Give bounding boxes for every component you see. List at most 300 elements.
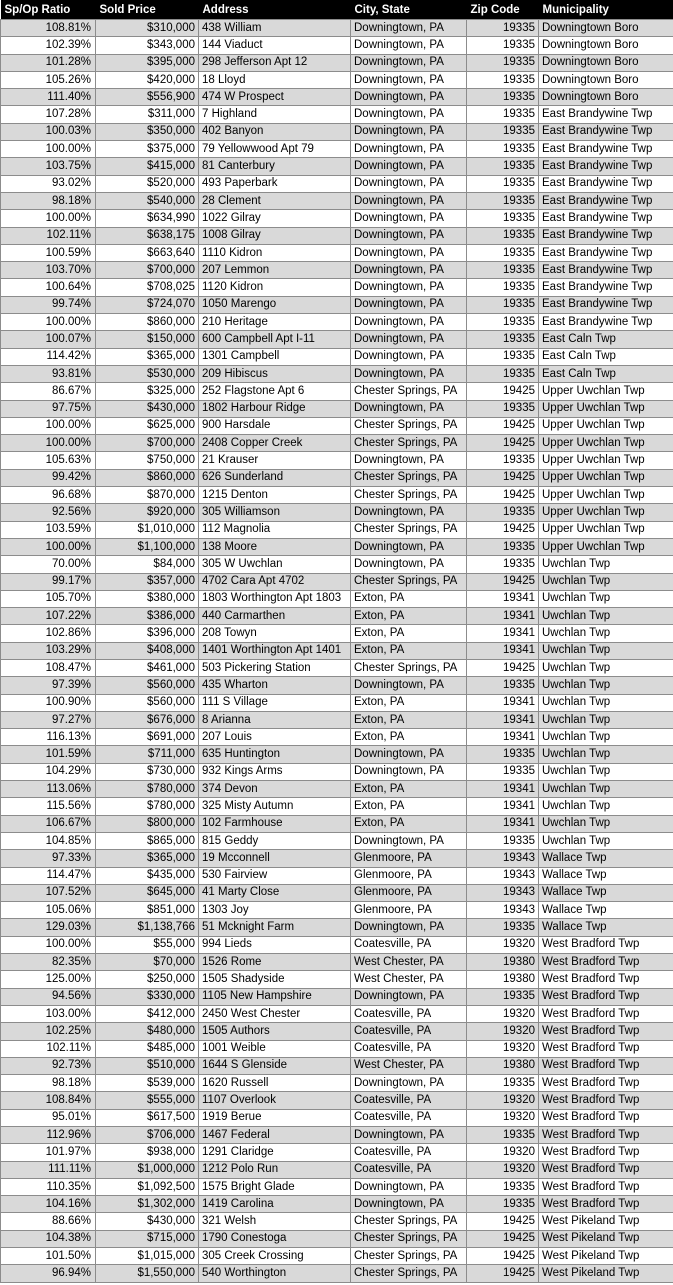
municipality-cell[interactable]: Upper Uwchlan Twp: [539, 521, 673, 538]
zip-code-cell[interactable]: 19343: [467, 884, 539, 901]
address-cell[interactable]: 8 Arianna: [199, 711, 351, 728]
municipality-cell[interactable]: East Brandywine Twp: [539, 279, 673, 296]
address-cell[interactable]: 994 Lieds: [199, 936, 351, 953]
sp-op-ratio-cell[interactable]: 108.81%: [1, 20, 96, 37]
zip-code-cell[interactable]: 19320: [467, 1040, 539, 1057]
zip-code-cell[interactable]: 19335: [467, 504, 539, 521]
municipality-cell[interactable]: West Bradford Twp: [539, 1109, 673, 1126]
table-row[interactable]: [1, 867, 673, 884]
address-cell[interactable]: 635 Huntington: [199, 746, 351, 763]
sold-price-cell[interactable]: $724,070: [96, 296, 199, 313]
city-state-cell[interactable]: Downingtown, PA: [351, 556, 467, 573]
table-row[interactable]: [1, 711, 673, 728]
city-state-cell[interactable]: Glenmoore, PA: [351, 867, 467, 884]
header-sp-op-ratio[interactable]: Sp/Op Ratio: [1, 0, 96, 20]
municipality-cell[interactable]: Uwchlan Twp: [539, 798, 673, 815]
zip-code-cell[interactable]: 19335: [467, 556, 539, 573]
sp-op-ratio-cell[interactable]: 97.75%: [1, 400, 96, 417]
city-state-cell[interactable]: Downingtown, PA: [351, 20, 467, 37]
sp-op-ratio-cell[interactable]: 113.06%: [1, 781, 96, 798]
sp-op-ratio-cell[interactable]: 99.17%: [1, 573, 96, 590]
table-row[interactable]: [1, 20, 673, 37]
sold-price-cell[interactable]: $715,000: [96, 1230, 199, 1247]
table-row[interactable]: [1, 504, 673, 521]
sold-price-cell[interactable]: $556,900: [96, 89, 199, 106]
sp-op-ratio-cell[interactable]: 125.00%: [1, 971, 96, 988]
sold-price-cell[interactable]: $365,000: [96, 348, 199, 365]
city-state-cell[interactable]: Downingtown, PA: [351, 919, 467, 936]
municipality-cell[interactable]: West Bradford Twp: [539, 1057, 673, 1074]
zip-code-cell[interactable]: 19380: [467, 1057, 539, 1074]
sp-op-ratio-cell[interactable]: 100.07%: [1, 331, 96, 348]
municipality-cell[interactable]: Uwchlan Twp: [539, 711, 673, 728]
municipality-cell[interactable]: Upper Uwchlan Twp: [539, 383, 673, 400]
municipality-cell[interactable]: East Brandywine Twp: [539, 158, 673, 175]
sold-price-cell[interactable]: $1,000,000: [96, 1161, 199, 1178]
zip-code-cell[interactable]: 19341: [467, 798, 539, 815]
table-row[interactable]: [1, 158, 673, 175]
sold-price-cell[interactable]: $860,000: [96, 314, 199, 331]
sp-op-ratio-cell[interactable]: 104.38%: [1, 1230, 96, 1247]
sold-price-cell[interactable]: $870,000: [96, 487, 199, 504]
address-cell[interactable]: 1803 Worthington Apt 1803: [199, 590, 351, 607]
sp-op-ratio-cell[interactable]: 93.81%: [1, 365, 96, 382]
municipality-cell[interactable]: Upper Uwchlan Twp: [539, 417, 673, 434]
municipality-cell[interactable]: West Bradford Twp: [539, 1196, 673, 1213]
address-cell[interactable]: 112 Magnolia: [199, 521, 351, 538]
table-row[interactable]: [1, 383, 673, 400]
zip-code-cell[interactable]: 19335: [467, 919, 539, 936]
address-cell[interactable]: 530 Fairview: [199, 867, 351, 884]
sp-op-ratio-cell[interactable]: 102.11%: [1, 1040, 96, 1057]
sold-price-cell[interactable]: $617,500: [96, 1109, 199, 1126]
municipality-cell[interactable]: Upper Uwchlan Twp: [539, 538, 673, 555]
municipality-cell[interactable]: West Bradford Twp: [539, 936, 673, 953]
address-cell[interactable]: 102 Farmhouse: [199, 815, 351, 832]
zip-code-cell[interactable]: 19425: [467, 521, 539, 538]
address-cell[interactable]: 1212 Polo Run: [199, 1161, 351, 1178]
city-state-cell[interactable]: Downingtown, PA: [351, 89, 467, 106]
sp-op-ratio-cell[interactable]: 105.63%: [1, 452, 96, 469]
city-state-cell[interactable]: Downingtown, PA: [351, 210, 467, 227]
address-cell[interactable]: 111 S Village: [199, 694, 351, 711]
municipality-cell[interactable]: Uwchlan Twp: [539, 556, 673, 573]
sold-price-cell[interactable]: $540,000: [96, 192, 199, 209]
table-row[interactable]: [1, 141, 673, 158]
address-cell[interactable]: 305 Creek Crossing: [199, 1248, 351, 1265]
sold-price-cell[interactable]: $310,000: [96, 20, 199, 37]
address-cell[interactable]: 1022 Gilray: [199, 210, 351, 227]
address-cell[interactable]: 19 Mcconnell: [199, 850, 351, 867]
city-state-cell[interactable]: Downingtown, PA: [351, 262, 467, 279]
sold-price-cell[interactable]: $461,000: [96, 659, 199, 676]
zip-code-cell[interactable]: 19425: [467, 469, 539, 486]
sp-op-ratio-cell[interactable]: 100.90%: [1, 694, 96, 711]
city-state-cell[interactable]: Chester Springs, PA: [351, 1213, 467, 1230]
address-cell[interactable]: 1008 Gilray: [199, 227, 351, 244]
table-row[interactable]: [1, 1057, 673, 1074]
zip-code-cell[interactable]: 19335: [467, 279, 539, 296]
city-state-cell[interactable]: Chester Springs, PA: [351, 1265, 467, 1282]
city-state-cell[interactable]: West Chester, PA: [351, 971, 467, 988]
address-cell[interactable]: 2408 Copper Creek: [199, 435, 351, 452]
table-row[interactable]: [1, 1040, 673, 1057]
zip-code-cell[interactable]: 19335: [467, 20, 539, 37]
sp-op-ratio-cell[interactable]: 101.59%: [1, 746, 96, 763]
sold-price-cell[interactable]: $539,000: [96, 1075, 199, 1092]
table-row[interactable]: [1, 175, 673, 192]
sold-price-cell[interactable]: $412,000: [96, 1005, 199, 1022]
city-state-cell[interactable]: Downingtown, PA: [351, 348, 467, 365]
zip-code-cell[interactable]: 19335: [467, 106, 539, 123]
address-cell[interactable]: 81 Canterbury: [199, 158, 351, 175]
municipality-cell[interactable]: West Bradford Twp: [539, 1075, 673, 1092]
sold-price-cell[interactable]: $1,302,000: [96, 1196, 199, 1213]
sp-op-ratio-cell[interactable]: 100.00%: [1, 417, 96, 434]
municipality-cell[interactable]: East Brandywine Twp: [539, 314, 673, 331]
address-cell[interactable]: 79 Yellowwood Apt 79: [199, 141, 351, 158]
header-zip-code[interactable]: Zip Code: [467, 0, 539, 20]
sp-op-ratio-cell[interactable]: 100.00%: [1, 435, 96, 452]
municipality-cell[interactable]: Downingtown Boro: [539, 20, 673, 37]
municipality-cell[interactable]: East Brandywine Twp: [539, 106, 673, 123]
address-cell[interactable]: 1419 Carolina: [199, 1196, 351, 1213]
address-cell[interactable]: 305 W Uwchlan: [199, 556, 351, 573]
table-row[interactable]: [1, 1196, 673, 1213]
table-row[interactable]: [1, 919, 673, 936]
municipality-cell[interactable]: East Caln Twp: [539, 348, 673, 365]
sp-op-ratio-cell[interactable]: 100.00%: [1, 538, 96, 555]
sp-op-ratio-cell[interactable]: 98.18%: [1, 1075, 96, 1092]
zip-code-cell[interactable]: 19335: [467, 175, 539, 192]
sold-price-cell[interactable]: $510,000: [96, 1057, 199, 1074]
address-cell[interactable]: 1526 Rome: [199, 954, 351, 971]
city-state-cell[interactable]: Coatesville, PA: [351, 1092, 467, 1109]
address-cell[interactable]: 815 Geddy: [199, 832, 351, 849]
sp-op-ratio-cell[interactable]: 105.26%: [1, 71, 96, 88]
sold-price-cell[interactable]: $555,000: [96, 1092, 199, 1109]
address-cell[interactable]: 503 Pickering Station: [199, 659, 351, 676]
city-state-cell[interactable]: Downingtown, PA: [351, 331, 467, 348]
zip-code-cell[interactable]: 19335: [467, 1127, 539, 1144]
sold-price-cell[interactable]: $920,000: [96, 504, 199, 521]
address-cell[interactable]: 207 Lemmon: [199, 262, 351, 279]
city-state-cell[interactable]: Downingtown, PA: [351, 37, 467, 54]
table-row[interactable]: [1, 556, 673, 573]
table-row[interactable]: [1, 1023, 673, 1040]
sp-op-ratio-cell[interactable]: 100.00%: [1, 141, 96, 158]
city-state-cell[interactable]: Downingtown, PA: [351, 227, 467, 244]
municipality-cell[interactable]: Uwchlan Twp: [539, 642, 673, 659]
sold-price-cell[interactable]: $851,000: [96, 902, 199, 919]
address-cell[interactable]: 7 Highland: [199, 106, 351, 123]
city-state-cell[interactable]: Downingtown, PA: [351, 365, 467, 382]
address-cell[interactable]: 325 Misty Autumn: [199, 798, 351, 815]
address-cell[interactable]: 374 Devon: [199, 781, 351, 798]
table-row[interactable]: [1, 677, 673, 694]
address-cell[interactable]: 4702 Cara Apt 4702: [199, 573, 351, 590]
sold-price-cell[interactable]: $408,000: [96, 642, 199, 659]
sold-price-cell[interactable]: $800,000: [96, 815, 199, 832]
sold-price-cell[interactable]: $938,000: [96, 1144, 199, 1161]
city-state-cell[interactable]: Downingtown, PA: [351, 279, 467, 296]
zip-code-cell[interactable]: 19335: [467, 677, 539, 694]
city-state-cell[interactable]: Downingtown, PA: [351, 158, 467, 175]
sold-price-cell[interactable]: $70,000: [96, 954, 199, 971]
sold-price-cell[interactable]: $375,000: [96, 141, 199, 158]
address-cell[interactable]: 144 Viaduct: [199, 37, 351, 54]
sold-price-cell[interactable]: $480,000: [96, 1023, 199, 1040]
municipality-cell[interactable]: Wallace Twp: [539, 884, 673, 901]
sp-op-ratio-cell[interactable]: 103.70%: [1, 262, 96, 279]
sold-price-cell[interactable]: $396,000: [96, 625, 199, 642]
sp-op-ratio-cell[interactable]: 100.59%: [1, 244, 96, 261]
sold-price-cell[interactable]: $250,000: [96, 971, 199, 988]
address-cell[interactable]: 208 Towyn: [199, 625, 351, 642]
table-row[interactable]: [1, 832, 673, 849]
city-state-cell[interactable]: Downingtown, PA: [351, 988, 467, 1005]
municipality-cell[interactable]: Wallace Twp: [539, 850, 673, 867]
table-row[interactable]: [1, 54, 673, 71]
sp-op-ratio-cell[interactable]: 101.28%: [1, 54, 96, 71]
address-cell[interactable]: 252 Flagstone Apt 6: [199, 383, 351, 400]
municipality-cell[interactable]: Downingtown Boro: [539, 71, 673, 88]
sold-price-cell[interactable]: $625,000: [96, 417, 199, 434]
address-cell[interactable]: 1505 Authors: [199, 1023, 351, 1040]
table-row[interactable]: [1, 487, 673, 504]
address-cell[interactable]: 1120 Kidron: [199, 279, 351, 296]
address-cell[interactable]: 435 Wharton: [199, 677, 351, 694]
city-state-cell[interactable]: Downingtown, PA: [351, 400, 467, 417]
zip-code-cell[interactable]: 19341: [467, 729, 539, 746]
address-cell[interactable]: 1802 Harbour Ridge: [199, 400, 351, 417]
municipality-cell[interactable]: Upper Uwchlan Twp: [539, 469, 673, 486]
municipality-cell[interactable]: Upper Uwchlan Twp: [539, 452, 673, 469]
city-state-cell[interactable]: Downingtown, PA: [351, 141, 467, 158]
table-row[interactable]: [1, 1213, 673, 1230]
sold-price-cell[interactable]: $380,000: [96, 590, 199, 607]
sp-op-ratio-cell[interactable]: 92.56%: [1, 504, 96, 521]
table-row[interactable]: [1, 400, 673, 417]
zip-code-cell[interactable]: 19335: [467, 314, 539, 331]
zip-code-cell[interactable]: 19320: [467, 1161, 539, 1178]
table-row[interactable]: [1, 1265, 673, 1282]
city-state-cell[interactable]: Downingtown, PA: [351, 1178, 467, 1195]
table-row[interactable]: [1, 608, 673, 625]
sold-price-cell[interactable]: $325,000: [96, 383, 199, 400]
zip-code-cell[interactable]: 19335: [467, 71, 539, 88]
sp-op-ratio-cell[interactable]: 102.86%: [1, 625, 96, 642]
table-row[interactable]: [1, 348, 673, 365]
table-row[interactable]: [1, 729, 673, 746]
zip-code-cell[interactable]: 19335: [467, 331, 539, 348]
zip-code-cell[interactable]: 19341: [467, 694, 539, 711]
zip-code-cell[interactable]: 19335: [467, 452, 539, 469]
zip-code-cell[interactable]: 19425: [467, 1230, 539, 1247]
address-cell[interactable]: 440 Carmarthen: [199, 608, 351, 625]
sp-op-ratio-cell[interactable]: 99.42%: [1, 469, 96, 486]
zip-code-cell[interactable]: 19341: [467, 815, 539, 832]
sp-op-ratio-cell[interactable]: 97.27%: [1, 711, 96, 728]
zip-code-cell[interactable]: 19425: [467, 1265, 539, 1282]
sp-op-ratio-cell[interactable]: 112.96%: [1, 1127, 96, 1144]
city-state-cell[interactable]: Downingtown, PA: [351, 1075, 467, 1092]
city-state-cell[interactable]: Exton, PA: [351, 815, 467, 832]
table-row[interactable]: [1, 590, 673, 607]
city-state-cell[interactable]: Coatesville, PA: [351, 1023, 467, 1040]
sp-op-ratio-cell[interactable]: 82.35%: [1, 954, 96, 971]
zip-code-cell[interactable]: 19425: [467, 417, 539, 434]
sp-op-ratio-cell[interactable]: 99.74%: [1, 296, 96, 313]
table-row[interactable]: [1, 331, 673, 348]
municipality-cell[interactable]: Uwchlan Twp: [539, 832, 673, 849]
header-sold-price[interactable]: Sold Price: [96, 0, 199, 20]
sp-op-ratio-cell[interactable]: 111.11%: [1, 1161, 96, 1178]
zip-code-cell[interactable]: 19320: [467, 1092, 539, 1109]
address-cell[interactable]: 1790 Conestoga: [199, 1230, 351, 1247]
municipality-cell[interactable]: West Pikeland Twp: [539, 1230, 673, 1247]
sp-op-ratio-cell[interactable]: 103.00%: [1, 1005, 96, 1022]
sp-op-ratio-cell[interactable]: 94.56%: [1, 988, 96, 1005]
municipality-cell[interactable]: Wallace Twp: [539, 902, 673, 919]
sp-op-ratio-cell[interactable]: 86.67%: [1, 383, 96, 400]
city-state-cell[interactable]: West Chester, PA: [351, 954, 467, 971]
zip-code-cell[interactable]: 19425: [467, 383, 539, 400]
sp-op-ratio-cell[interactable]: 100.64%: [1, 279, 96, 296]
city-state-cell[interactable]: Downingtown, PA: [351, 123, 467, 140]
sp-op-ratio-cell[interactable]: 88.66%: [1, 1213, 96, 1230]
sp-op-ratio-cell[interactable]: 105.06%: [1, 902, 96, 919]
municipality-cell[interactable]: West Bradford Twp: [539, 971, 673, 988]
table-row[interactable]: [1, 262, 673, 279]
zip-code-cell[interactable]: 19335: [467, 763, 539, 780]
address-cell[interactable]: 900 Harsdale: [199, 417, 351, 434]
table-row[interactable]: [1, 902, 673, 919]
municipality-cell[interactable]: East Brandywine Twp: [539, 141, 673, 158]
sp-op-ratio-cell[interactable]: 103.29%: [1, 642, 96, 659]
address-cell[interactable]: 1105 New Hampshire: [199, 988, 351, 1005]
municipality-cell[interactable]: Wallace Twp: [539, 919, 673, 936]
table-row[interactable]: [1, 89, 673, 106]
address-cell[interactable]: 51 Mcknight Farm: [199, 919, 351, 936]
address-cell[interactable]: 1215 Denton: [199, 487, 351, 504]
city-state-cell[interactable]: Exton, PA: [351, 729, 467, 746]
sold-price-cell[interactable]: $420,000: [96, 71, 199, 88]
table-row[interactable]: [1, 37, 673, 54]
address-cell[interactable]: 28 Clement: [199, 192, 351, 209]
sp-op-ratio-cell[interactable]: 96.68%: [1, 487, 96, 504]
sp-op-ratio-cell[interactable]: 106.67%: [1, 815, 96, 832]
municipality-cell[interactable]: Upper Uwchlan Twp: [539, 435, 673, 452]
sold-price-cell[interactable]: $1,100,000: [96, 538, 199, 555]
address-cell[interactable]: 1001 Weible: [199, 1040, 351, 1057]
municipality-cell[interactable]: West Bradford Twp: [539, 1023, 673, 1040]
municipality-cell[interactable]: Upper Uwchlan Twp: [539, 487, 673, 504]
municipality-cell[interactable]: Downingtown Boro: [539, 54, 673, 71]
city-state-cell[interactable]: Chester Springs, PA: [351, 1230, 467, 1247]
sp-op-ratio-cell[interactable]: 100.03%: [1, 123, 96, 140]
city-state-cell[interactable]: Chester Springs, PA: [351, 383, 467, 400]
sp-op-ratio-cell[interactable]: 110.35%: [1, 1178, 96, 1195]
city-state-cell[interactable]: Chester Springs, PA: [351, 573, 467, 590]
city-state-cell[interactable]: Exton, PA: [351, 608, 467, 625]
city-state-cell[interactable]: Downingtown, PA: [351, 296, 467, 313]
address-cell[interactable]: 1620 Russell: [199, 1075, 351, 1092]
city-state-cell[interactable]: Downingtown, PA: [351, 314, 467, 331]
sold-price-cell[interactable]: $750,000: [96, 452, 199, 469]
sp-op-ratio-cell[interactable]: 93.02%: [1, 175, 96, 192]
sp-op-ratio-cell[interactable]: 107.52%: [1, 884, 96, 901]
zip-code-cell[interactable]: 19343: [467, 902, 539, 919]
city-state-cell[interactable]: Exton, PA: [351, 694, 467, 711]
zip-code-cell[interactable]: 19335: [467, 538, 539, 555]
municipality-cell[interactable]: Uwchlan Twp: [539, 781, 673, 798]
city-state-cell[interactable]: Downingtown, PA: [351, 763, 467, 780]
sold-price-cell[interactable]: $84,000: [96, 556, 199, 573]
sp-op-ratio-cell[interactable]: 70.00%: [1, 556, 96, 573]
sold-price-cell[interactable]: $1,092,500: [96, 1178, 199, 1195]
city-state-cell[interactable]: Glenmoore, PA: [351, 850, 467, 867]
sold-price-cell[interactable]: $1,138,766: [96, 919, 199, 936]
address-cell[interactable]: 438 William: [199, 20, 351, 37]
table-row[interactable]: [1, 625, 673, 642]
city-state-cell[interactable]: Downingtown, PA: [351, 54, 467, 71]
sold-price-cell[interactable]: $663,640: [96, 244, 199, 261]
zip-code-cell[interactable]: 19341: [467, 711, 539, 728]
sold-price-cell[interactable]: $1,010,000: [96, 521, 199, 538]
sp-op-ratio-cell[interactable]: 101.97%: [1, 1144, 96, 1161]
municipality-cell[interactable]: West Bradford Twp: [539, 1144, 673, 1161]
table-row[interactable]: [1, 850, 673, 867]
address-cell[interactable]: 493 Paperbark: [199, 175, 351, 192]
header-municipality[interactable]: Municipality: [539, 0, 673, 20]
sp-op-ratio-cell[interactable]: 129.03%: [1, 919, 96, 936]
zip-code-cell[interactable]: 19335: [467, 348, 539, 365]
municipality-cell[interactable]: Downingtown Boro: [539, 37, 673, 54]
zip-code-cell[interactable]: 19425: [467, 1248, 539, 1265]
zip-code-cell[interactable]: 19335: [467, 400, 539, 417]
address-cell[interactable]: 138 Moore: [199, 538, 351, 555]
sp-op-ratio-cell[interactable]: 104.16%: [1, 1196, 96, 1213]
city-state-cell[interactable]: West Chester, PA: [351, 1057, 467, 1074]
zip-code-cell[interactable]: 19320: [467, 1109, 539, 1126]
address-cell[interactable]: 1505 Shadyside: [199, 971, 351, 988]
sold-price-cell[interactable]: $634,990: [96, 210, 199, 227]
address-cell[interactable]: 1401 Worthington Apt 1401: [199, 642, 351, 659]
municipality-cell[interactable]: East Caln Twp: [539, 365, 673, 382]
zip-code-cell[interactable]: 19320: [467, 936, 539, 953]
table-row[interactable]: [1, 1005, 673, 1022]
municipality-cell[interactable]: West Bradford Twp: [539, 988, 673, 1005]
zip-code-cell[interactable]: 19341: [467, 642, 539, 659]
sold-price-cell[interactable]: $645,000: [96, 884, 199, 901]
sold-price-cell[interactable]: $530,000: [96, 365, 199, 382]
table-row[interactable]: [1, 1248, 673, 1265]
table-row[interactable]: [1, 279, 673, 296]
sp-op-ratio-cell[interactable]: 108.84%: [1, 1092, 96, 1109]
table-row[interactable]: [1, 538, 673, 555]
address-cell[interactable]: 1919 Berue: [199, 1109, 351, 1126]
table-row[interactable]: [1, 452, 673, 469]
sold-price-cell[interactable]: $706,000: [96, 1127, 199, 1144]
sp-op-ratio-cell[interactable]: 92.73%: [1, 1057, 96, 1074]
sold-price-cell[interactable]: $700,000: [96, 262, 199, 279]
municipality-cell[interactable]: East Brandywine Twp: [539, 123, 673, 140]
sold-price-cell[interactable]: $435,000: [96, 867, 199, 884]
zip-code-cell[interactable]: 19335: [467, 1178, 539, 1195]
municipality-cell[interactable]: Upper Uwchlan Twp: [539, 504, 673, 521]
municipality-cell[interactable]: West Bradford Twp: [539, 1005, 673, 1022]
